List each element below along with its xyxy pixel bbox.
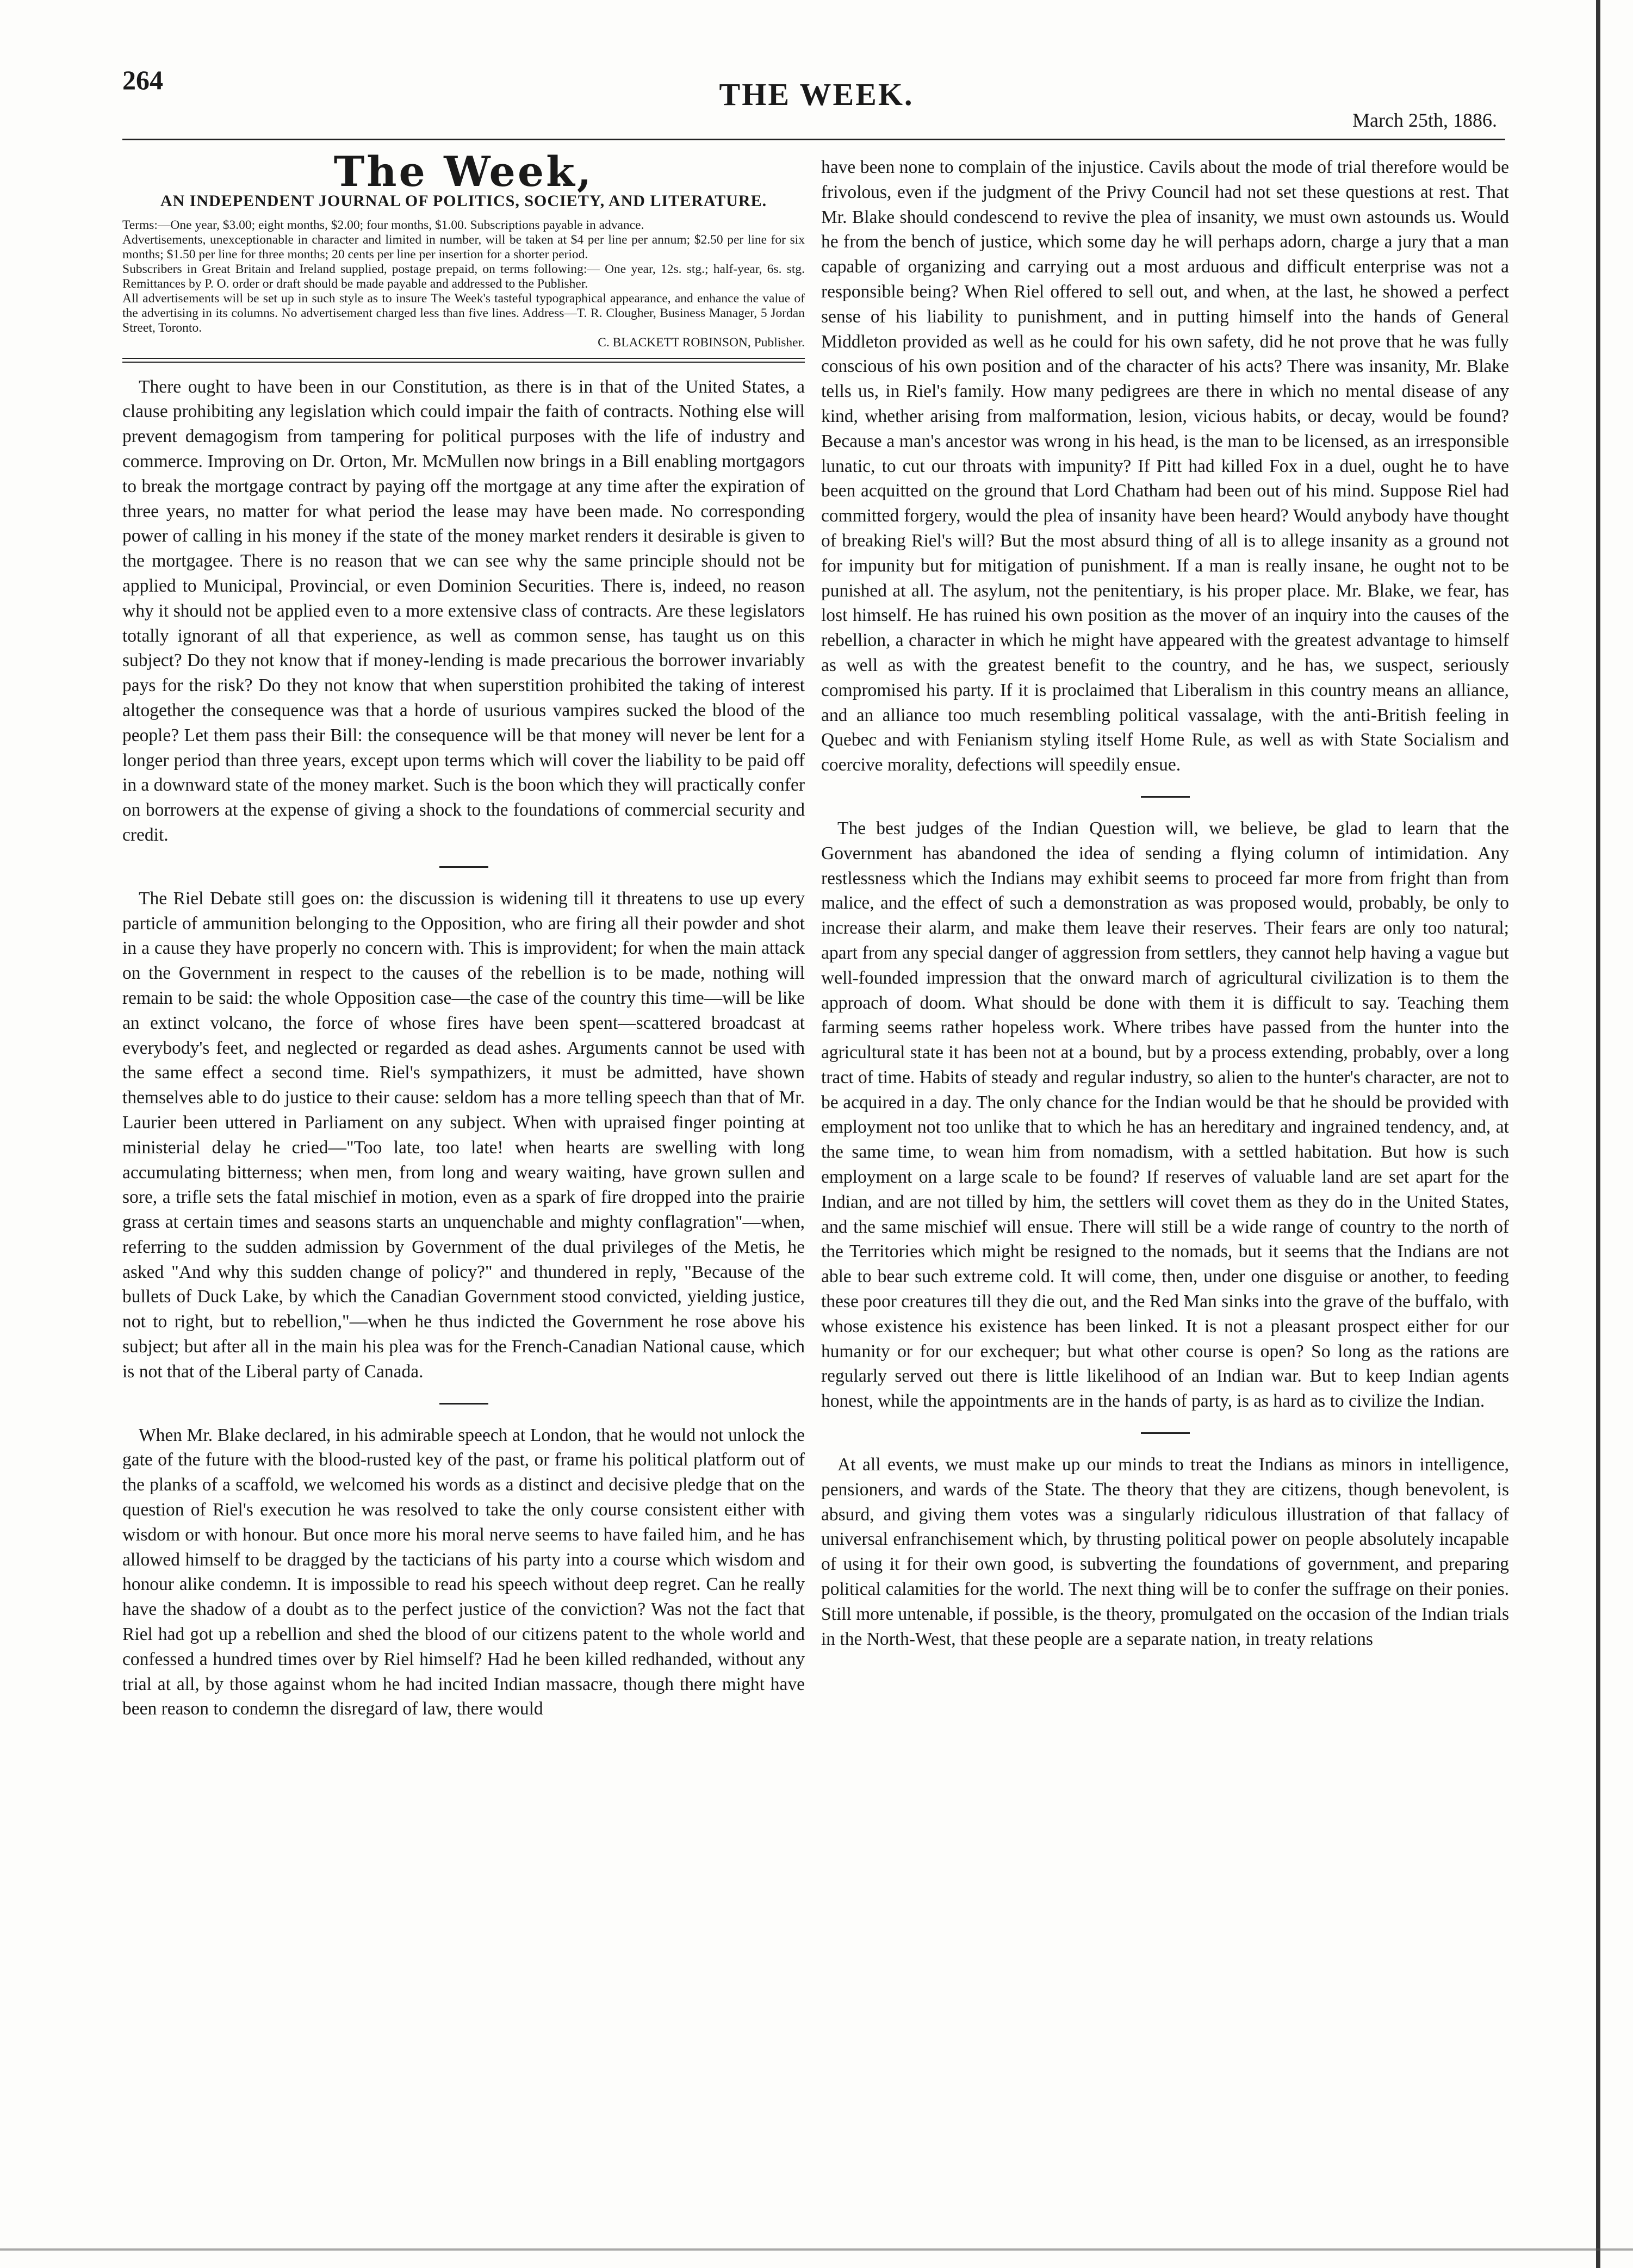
terms-advertisements: Advertisements, unexceptionable in character and limited in number, will be taken at $4 per line per annum; $2.50 per line for six months; $1.50 per line for three months; 20 cents per line per insertion for a shorter period. — [122, 232, 805, 262]
article-separator — [439, 1403, 488, 1405]
article-blake-speech-continued: have been none to complain of the injustice. Cavils about the mode of trial therefore would be frivolous, even if the judgment of the Privy Council had not set these questions at rest. That Mr. Blake should condescend to revive the plea of insanity, we must own astounds us. Would he from the bench of justice, which some day he will perhaps adorn, charge a jury that a man capable of organizing and carrying out a most arduous and difficult enterprise was not a responsible being? When Riel offered to sell out, and when, at the last, he showed a perfect sense of his liability to punishment, and in putting himself into the hands of General Middleton provided as well as he could for his own safety, did he not prove that he was fully conscious of his own position and of the character of his acts? There was insanity, Mr. Blake tells us, in Riel's family. How many pedigrees are there in which no mental disease of any kind, whether arising from malformation, lesion, vicious habits, or decay, would be found? Because a man's ancestor was wrong in his head, is the man to be licensed, as an irresponsible lunatic, to cut our throats with impunity? If Pitt had killed Fox in a duel, ought he to have been acquitted on the ground that Lord Chatham had been out of his mind. Suppose Riel had committed forgery, would the plea of insanity have been heard? Would anybody have thought of breaking Riel's will? But the most absurd thing of all is to allege insanity as a ground not for impunity but for mitigation of punishment. If a man is really insane, he ought not to be punished at all. The asylum, not the penitentiary, is his proper place. Mr. Blake, we fear, has lost himself. He has ruined his own position as the mover of an inquiry into the causes of the rebellion, a character in which he might have appeared with the greatest advantage to himself as well as with the greatest benefit to the country, and he has, we suspect, seriously compromised his party. If it is proclaimed that Liberalism in this country means an alliance, and an alliance too much resembling political vassalage, with the anti-British feeling in Quebec and with Fenianism styling itself Home Rule, as well as with State Socialism and coercive morality, defections will speedily ensue. — [821, 157, 1509, 775]
issue-date: March 25th, 1886. — [1352, 109, 1497, 131]
article-indian-question: The best judges of the Indian Question will, we believe, be glad to learn that the Government has abandoned the idea of sending a flying column of intimidation. Any restlessness which the Indians may exhibit seems to proceed far more from fright than from malice, and the effect of such a demonstration as was proposed would, probably, be only to increase their alarm, and make them leave their reserves. Their fears are only too natural; apart from any special danger of aggression from settlers, they cannot help having a vague but well-founded impression that the onward march of agricultural civilization is to them the approach of doom. What should be done with them it is difficult to say. Teaching them farming seems rather hopeless work. Where tribes have passed from the hunter into the agricultural state it has been not at a bound, but by a process extending, probably, over a long tract of time. Habits of steady and regular industry, so alien to the hunter's character, are not to be acquired in a day. The only chance for the Indian would be that he should be provided with employment not too unlike that to which he has an hereditary and ingrained tendency, and, at the same time, to wean him from nomadism, with a settled habitation. But how is such employment on a large scale to be found? If reserves of valuable land are set apart for the Indian, and are not tilled by him, the settlers will covet them as they do in the United States, and the same mischief will ensue. There will still be a wide range of country to the north of the Territories which might be resigned to the nomads, but it seems that the Indians are not able to bear such extreme cold. It will come, then, under one disguise or another, to feeding these poor creatures till they die out, and the Red Man sinks into the grave of the buffalo, with whose existence his existence has been linked. It is not a pleasant prospect either for our humanity or for our exchequer; but what other course is open? So long as the rations are regularly served out there is little likelihood of an Indian war. But to keep Indian agents honest, while the appointments are in the hands of party, is as hard as to civilize the Indian. — [821, 818, 1509, 1412]
article-indians-wards: At all events, we must make up our minds to treat the Indians as minors in intelligence, pensioners, and wards of the State. The theory that they are citizens, though benevolent, is absurd, and giving them votes was a singularly ridiculous illustration of that fallacy of universal enfranchisement which, by thrusting political power on people absolutely incapable of using it for their own good, is subverting the foundations of government, and preparing political calamities for the world. The next thing will be to confer the suffrage on their ponies. Still more untenable, if possible, is the theory, promulgated on the occasion of the Indian trials in the North-West, that these people are a separate nation, in treaty relations — [821, 1455, 1509, 1649]
publisher-line: C. BLACKETT ROBINSON, Publisher. — [598, 335, 805, 350]
terms-subscribers-abroad: Subscribers in Great Britain and Ireland supplied, postage prepaid, on terms following:— One year, 12s. stg.; half-year, 6s. stg. Remittances by P. O. order or draft should be made payable and addressed to the Publisher. — [122, 262, 805, 291]
masthead-title: The Week, — [333, 147, 594, 196]
article-separator — [439, 866, 488, 868]
running-head-title: THE WEEK. — [719, 77, 914, 112]
masthead-rule — [122, 358, 805, 363]
terms-ad-style: All advertisements will be set up in such style as to insure The Week's tasteful typographical appearance, and enhance the value of the advertising in its columns. No advertisement charged less than five lines. Address—T. R. Clougher, Business Manager, 5 Jordan Street, Toronto. — [122, 291, 805, 335]
terms-subscription: Terms:—One year, $3.00; eight months, $2.00; four months, $1.00. Subscriptions payable in advance. — [122, 218, 644, 232]
header-rule — [122, 139, 1505, 140]
article-constitution-contracts: There ought to have been in our Constitution, as there is in that of the United States, a clause prohibiting any legislation which could impair the faith of contracts. Nothing else will prevent demagogism from tampering for political purposes with the life of industry and commerce. Improving on Dr. Orton, Mr. McMullen now brings in a Bill enabling mortgagors to break the mortgage contract by paying off the mortgage at any time after the expiration of three years, no matter for what period the lease may have been made. No corresponding power of calling in his money if the state of the money market renders it desirable is given to the mortgagee. There is no reason that we can see why the same principle should not be applied to Municipal, Provincial, or even Dominion Securities. There is, indeed, no reason why it should not be applied even to a more extensive class of contracts. Are these legislators totally ignorant of all that experience, as well as common sense, has taught us on this subject? Do they not know that if money-lending is made precarious the borrower invariably pays for the risk? Do they not know that when superstition prohibited the taking of interest altogether the consequence was that a horde of usurious vampires sucked the blood of the people? Let them pass their Bill: the consequence will be that money will never be lent for a longer period than three years, except upon terms which will cover the liability to be paid off in a downward state of the money market. Such is the boon which they will practically confer on borrowers at the expense of giving a shock to the foundations of commercial security and credit. — [122, 376, 805, 845]
left-column — [122, 147, 805, 1722]
page-edge-shadow — [1596, 0, 1600, 2268]
right-column — [821, 155, 1509, 1651]
article-separator — [1141, 1432, 1190, 1434]
masthead-subtitle: AN INDEPENDENT JOURNAL OF POLITICS, SOCIETY, AND LITERATURE. — [160, 191, 767, 210]
article-blake-speech: When Mr. Blake declared, in his admirable speech at London, that he would not unlock the gate of the future with the blood-rusted key of the past, or frame his political platform out of the planks of a scaffold, we welcomed his words as a distinct and decisive pledge that on the question of Riel's execution he was resolved to take the only course consistent either with wisdom or with honour. But once more his moral nerve seems to have failed him, and he has allowed himself to be dragged by the tacticians of his party into a course which wisdom and honour alike condemn. It is impossible to read his speech without deep regret. Can he really have the shadow of a doubt as to the perfect justice of the conviction? Was not the fact that Riel had got up a rebellion and shed the blood of our citizens patent to the whole world and confessed a hundred times over by Riel himself? Had he been killed redhanded, without any trial at all, by those against whom he had incited Indian massacre, though there might have been reason to condemn the disregard of law, there would — [122, 1425, 805, 1719]
page-number: 264 — [122, 65, 163, 95]
article-separator — [1141, 796, 1190, 798]
article-riel-debate: The Riel Debate still goes on: the discussion is widening till it threatens to use up every particle of ammunition belonging to the Opposition, who are firing all their powder and shot in a cause they have properly no concern with. This is improvident; for when the main attack on the Government in respect to the causes of the rebellion is to be made, nothing will remain to be said: the whole Opposition case—the case of the country this time—will be like an extinct volcano, the force of whose fires have been spent—scattered broadcast at everybody's feet, and neglected or regarded as dead ashes. Arguments cannot be used with the same effect a second time. Riel's sympathizers, it must be admitted, have shown themselves able to do justice to their cause: seldom has a more telling speech than that of Mr. Laurier been uttered in Parliament on any subject. When with upraised finger pointing at ministerial delay he cried—"Too late, too late! when hearts are swelling with long accumulating bitterness; when men, from long and weary waiting, have grown sullen and sore, a trifle sets the fatal mischief in motion, even as a spark of fire dropped into the prairie grass at certain times and seasons starts an unquenchable and mighty conflagration"—when, referring to the sudden admission by Government of the dual privileges of the Metis, he asked "And why this sudden change of policy?" and thundered in reply, "Because of the bullets of Duck Lake, by which the Canadian Government stood convicted, yielding justice, not to right, but to rebellion,"—when he thus indicted the Government he rose above his subject; but after all in the main his plea was for the French-Canadian National cause, which is not that of the Liberal party of Canada. — [122, 888, 805, 1382]
terms-block — [122, 218, 805, 350]
page-bottom-edge — [0, 2248, 1633, 2251]
